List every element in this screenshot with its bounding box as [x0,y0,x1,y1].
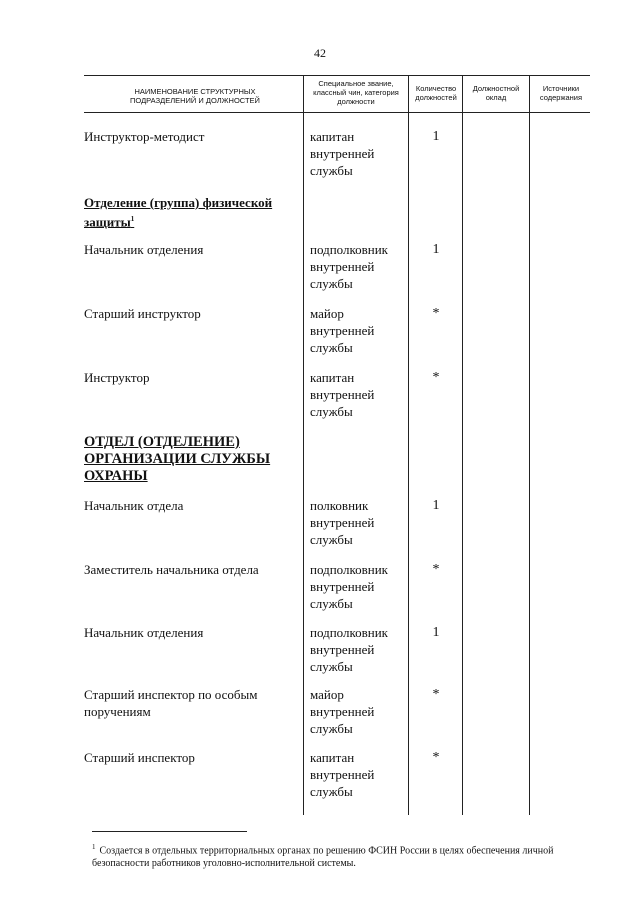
header-salary: Должностной оклад [472,84,520,102]
position-qty: * [432,750,440,765]
position-name: Начальник отделения [84,242,204,257]
position-qty: 1 [432,625,440,640]
position-rank: подполковник внутренней службы [310,625,388,674]
col-divider-4 [529,75,530,815]
header-rank: Специальное звание, классный чин, категория должности [313,79,399,106]
position-qty: * [432,562,440,577]
page-number: 42 [314,46,326,60]
position-rank: подполковник внутренней службы [310,242,388,291]
position-name: Инструктор [84,370,150,385]
header-qty: Количество должностей [415,84,457,102]
position-name: Инструктор-методист [84,129,205,144]
position-qty: * [432,306,440,321]
section-title: Отделение (группа) физической защиты$^1$ [84,195,273,230]
table-top-border [84,75,590,76]
col-divider-2 [408,75,409,815]
section-title: ОТДЕЛ (ОТДЕЛЕНИЕ) ОРГАНИЗАЦИИ СЛУЖБЫ ОХРАНЫ [84,434,271,484]
position-qty: 1 [432,242,440,257]
position-rank: майор внутренней службы [310,687,375,736]
position-rank: полковник внутренней службы [310,498,375,547]
col-divider-3 [462,75,463,815]
header-bottom-border [84,112,590,113]
position-qty: * [432,370,440,385]
position-name: Старший инспектор по особым поручениям [84,687,258,719]
position-qty: * [432,687,440,702]
position-name: Начальник отдела [84,498,184,513]
header-name: НАИМЕНОВАНИЕ СТРУКТУРНЫХ ПОДРАЗДЕЛЕНИЙ И ДОЛЖНОСТЕЙ [130,87,260,105]
position-name: Начальник отделения [84,625,204,640]
position-rank: капитан внутренней службы [310,129,375,178]
position-name: Старший инспектор [84,750,195,765]
position-rank: майор внутренней службы [310,306,375,355]
position-rank: подполковник внутренней службы [310,562,388,611]
footnote: $^1$ Создается в отдельных территориальных органах по решению ФСИН России в целях обеспечения личной безопасности работников уголовно-исполнительной системы. [92,843,554,870]
position-name: Заместитель начальника отдела [84,562,259,577]
position-qty: 1 [432,129,440,144]
position-name: Старший инструктор [84,306,201,321]
header-source: Источники содержания [539,84,583,102]
position-qty: 1 [432,498,440,513]
position-rank: капитан внутренней службы [310,370,375,419]
col-divider-1 [303,75,304,815]
position-rank: капитан внутренней службы [310,750,375,799]
footnote-separator [92,831,247,832]
